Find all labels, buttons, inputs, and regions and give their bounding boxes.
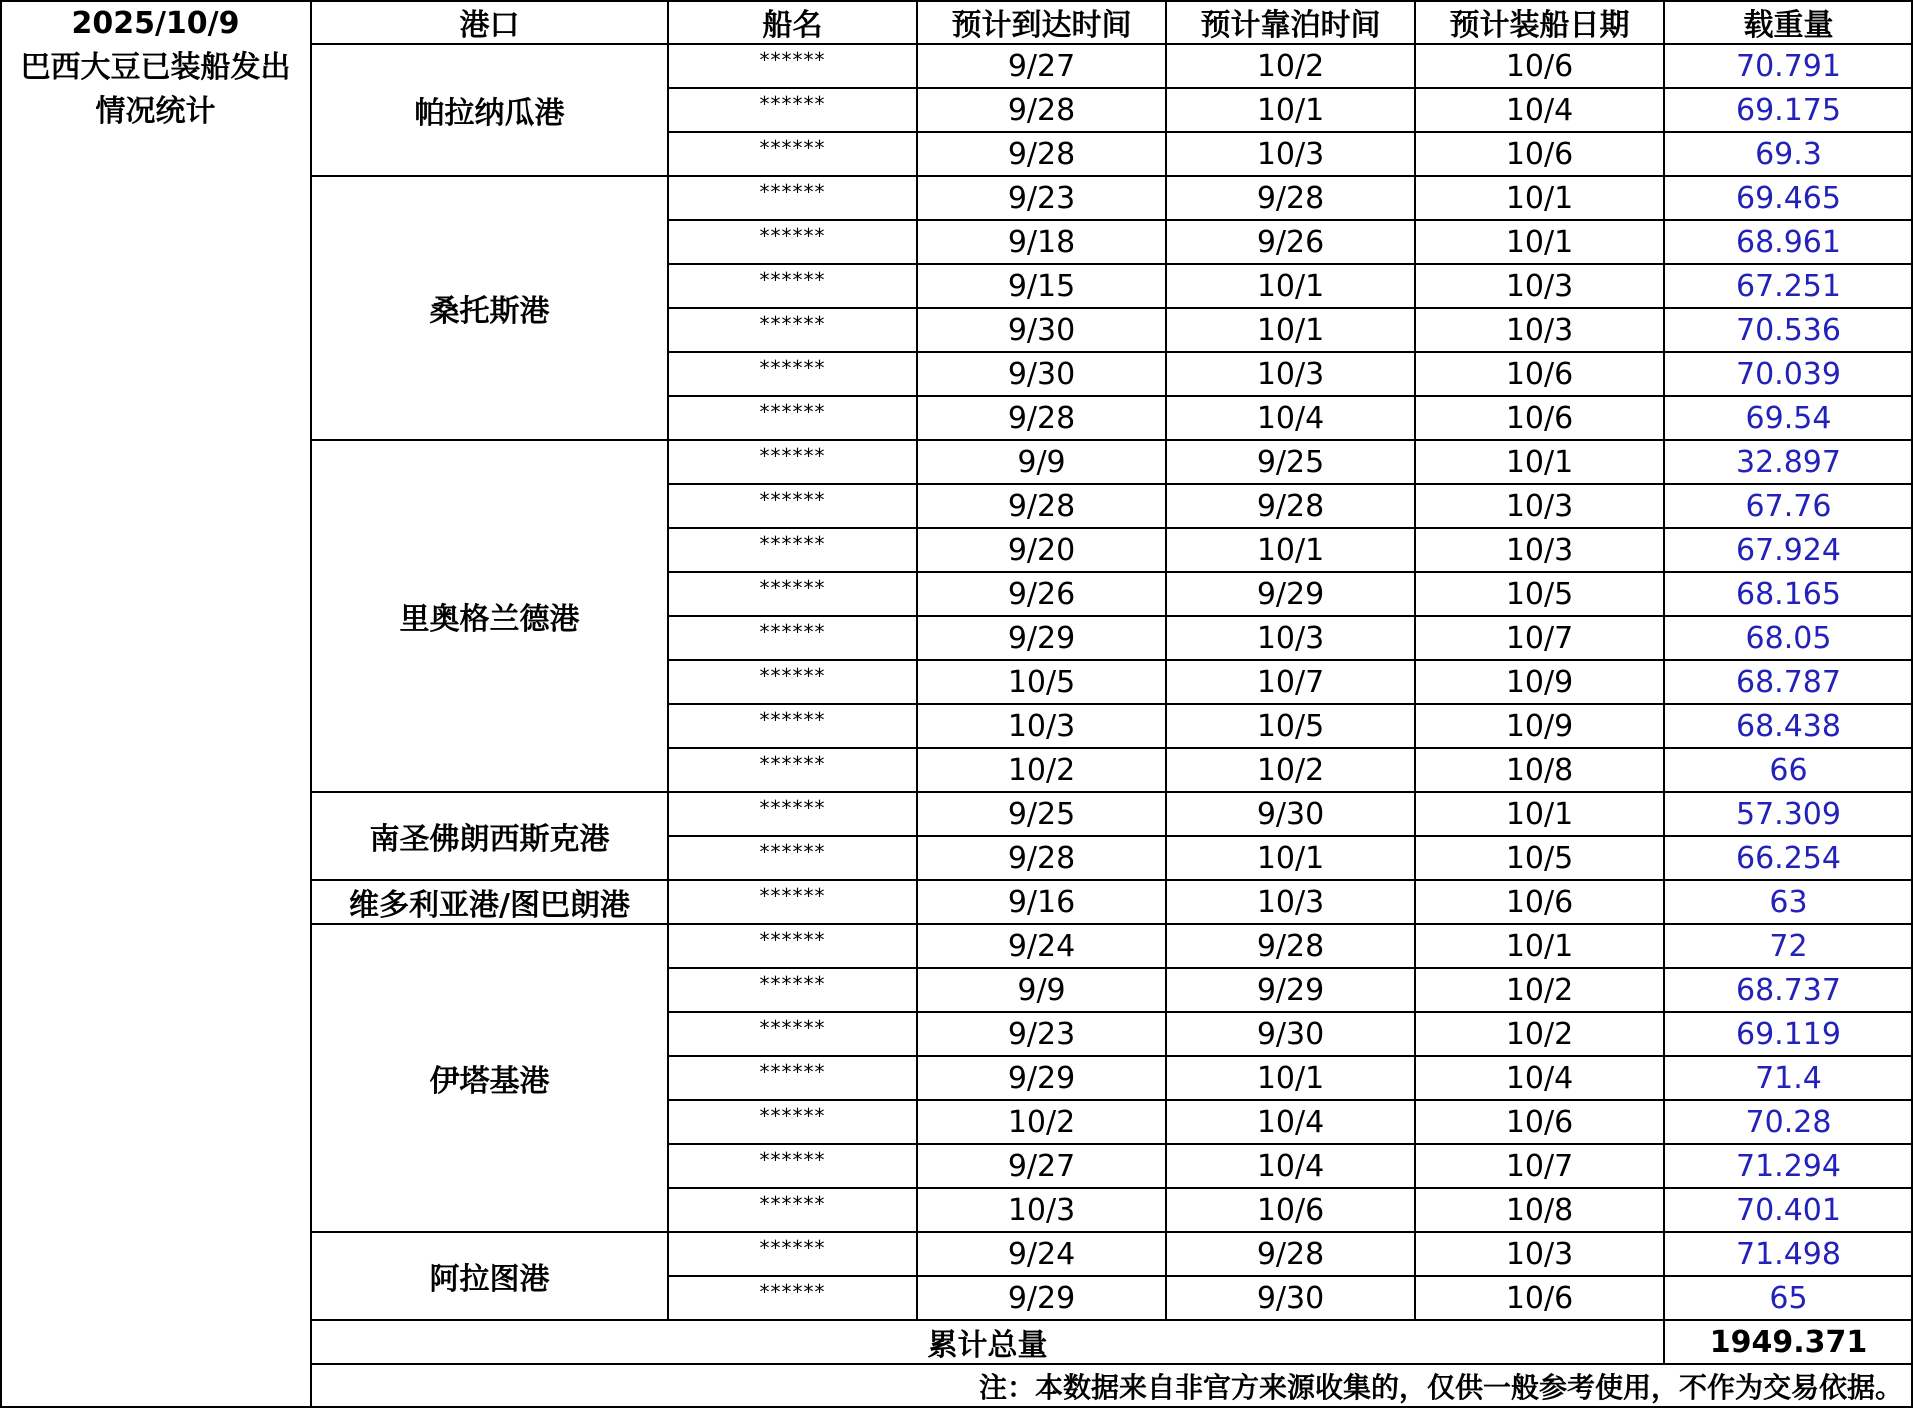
berth-date: 10/1 [1166, 88, 1415, 132]
grid-line [668, 1011, 1913, 1013]
tonnage-value: 67.924 [1664, 528, 1913, 572]
title-date: 2025/10/9 [71, 6, 240, 41]
grid-line [668, 307, 1913, 309]
total-label: 累计总量 [311, 1320, 1664, 1364]
grid-line [668, 835, 1913, 837]
arrival-date: 9/18 [917, 220, 1166, 264]
column-header: 预计装船日期 [1415, 0, 1664, 44]
tonnage-value: 68.438 [1664, 704, 1913, 748]
grid-line [1663, 1320, 1665, 1364]
port-name: 桑托斯港 [311, 176, 668, 440]
berth-date: 10/1 [1166, 308, 1415, 352]
tonnage-value: 71.4 [1664, 1056, 1913, 1100]
grid-line [310, 0, 312, 1408]
grid-line [668, 395, 1913, 397]
grid-line [668, 703, 1913, 705]
arrival-date: 9/23 [917, 1012, 1166, 1056]
grid-line [668, 571, 1913, 573]
arrival-date: 9/24 [917, 924, 1166, 968]
port-name: 帕拉纳瓜港 [311, 44, 668, 176]
ship-name: ****** [668, 968, 917, 1012]
loading-date: 10/1 [1415, 924, 1664, 968]
ship-name: ****** [668, 1188, 917, 1232]
arrival-date: 10/5 [917, 660, 1166, 704]
grid-line [311, 1319, 1913, 1321]
berth-date: 9/30 [1166, 1276, 1415, 1320]
grid-line [311, 43, 1913, 45]
total-value: 1949.371 [1664, 1320, 1913, 1364]
ship-name: ****** [668, 352, 917, 396]
grid-line [0, 0, 2, 1408]
arrival-date: 9/29 [917, 1276, 1166, 1320]
port-name: 维多利亚港/图巴朗港 [311, 880, 668, 924]
report-title [0, 0, 311, 1408]
grid-line [311, 791, 1913, 793]
ship-name: ****** [668, 264, 917, 308]
grid-line [668, 1055, 1913, 1057]
grid-line [668, 1143, 1913, 1145]
ship-name: ****** [668, 528, 917, 572]
berth-date: 9/29 [1166, 572, 1415, 616]
loading-date: 10/9 [1415, 704, 1664, 748]
loading-date: 10/3 [1415, 264, 1664, 308]
berth-date: 10/1 [1166, 1056, 1415, 1100]
loading-date: 10/4 [1415, 1056, 1664, 1100]
tonnage-value: 68.961 [1664, 220, 1913, 264]
loading-date: 10/6 [1415, 44, 1664, 88]
loading-date: 10/7 [1415, 1144, 1664, 1188]
grid-line [1165, 0, 1167, 1320]
arrival-date: 9/30 [917, 352, 1166, 396]
loading-date: 10/6 [1415, 880, 1664, 924]
berth-date: 10/7 [1166, 660, 1415, 704]
tonnage-value: 67.251 [1664, 264, 1913, 308]
berth-date: 9/30 [1166, 1012, 1415, 1056]
column-header: 船名 [668, 0, 917, 44]
tonnage-value: 68.737 [1664, 968, 1913, 1012]
column-header: 港口 [311, 0, 668, 44]
berth-date: 10/5 [1166, 704, 1415, 748]
loading-date: 10/9 [1415, 660, 1664, 704]
ship-name: ****** [668, 836, 917, 880]
loading-date: 10/5 [1415, 572, 1664, 616]
loading-date: 10/1 [1415, 792, 1664, 836]
grid-line [916, 0, 918, 1320]
tonnage-value: 71.294 [1664, 1144, 1913, 1188]
ship-name: ****** [668, 1144, 917, 1188]
title-line2: 情况统计 [95, 94, 216, 129]
berth-date: 9/29 [1166, 968, 1415, 1012]
tonnage-value: 68.05 [1664, 616, 1913, 660]
ship-name: ****** [668, 616, 917, 660]
tonnage-value: 69.175 [1664, 88, 1913, 132]
ship-name: ****** [668, 880, 917, 924]
grid-line [0, 1406, 1913, 1408]
tonnage-value: 71.498 [1664, 1232, 1913, 1276]
berth-date: 10/3 [1166, 880, 1415, 924]
grid-line [668, 527, 1913, 529]
arrival-date: 9/15 [917, 264, 1166, 308]
port-name: 伊塔基港 [311, 924, 668, 1232]
berth-date: 9/28 [1166, 176, 1415, 220]
loading-date: 10/3 [1415, 484, 1664, 528]
loading-date: 10/6 [1415, 1100, 1664, 1144]
berth-date: 10/3 [1166, 352, 1415, 396]
berth-date: 10/2 [1166, 44, 1415, 88]
ship-name: ****** [668, 1056, 917, 1100]
grid-line [668, 1275, 1913, 1277]
tonnage-value: 67.76 [1664, 484, 1913, 528]
berth-date: 10/4 [1166, 1144, 1415, 1188]
berth-date: 9/28 [1166, 1232, 1415, 1276]
berth-date: 10/1 [1166, 836, 1415, 880]
arrival-date: 9/28 [917, 836, 1166, 880]
ship-name: ****** [668, 1012, 917, 1056]
column-header: 预计靠泊时间 [1166, 0, 1415, 44]
grid-line [668, 659, 1913, 661]
loading-date: 10/1 [1415, 440, 1664, 484]
arrival-date: 9/25 [917, 792, 1166, 836]
tonnage-value: 70.791 [1664, 44, 1913, 88]
loading-date: 10/1 [1415, 220, 1664, 264]
loading-date: 10/8 [1415, 1188, 1664, 1232]
arrival-date: 9/27 [917, 44, 1166, 88]
arrival-date: 9/16 [917, 880, 1166, 924]
loading-date: 10/6 [1415, 352, 1664, 396]
port-name: 阿拉图港 [311, 1232, 668, 1320]
loading-date: 10/6 [1415, 1276, 1664, 1320]
ship-name: ****** [668, 176, 917, 220]
arrival-date: 10/3 [917, 704, 1166, 748]
ship-name: ****** [668, 704, 917, 748]
grid-line [668, 131, 1913, 133]
berth-date: 9/25 [1166, 440, 1415, 484]
loading-date: 10/6 [1415, 132, 1664, 176]
column-header: 载重量 [1664, 0, 1913, 44]
grid-line [311, 1363, 1913, 1365]
berth-date: 9/28 [1166, 924, 1415, 968]
tonnage-value: 68.787 [1664, 660, 1913, 704]
arrival-date: 9/9 [917, 440, 1166, 484]
ship-name: ****** [668, 572, 917, 616]
ship-name: ****** [668, 660, 917, 704]
grid-line [668, 351, 1913, 353]
loading-date: 10/2 [1415, 968, 1664, 1012]
loading-date: 10/2 [1415, 1012, 1664, 1056]
loading-date: 10/3 [1415, 528, 1664, 572]
berth-date: 9/28 [1166, 484, 1415, 528]
loading-date: 10/3 [1415, 1232, 1664, 1276]
tonnage-value: 70.401 [1664, 1188, 1913, 1232]
title-line1: 巴西大豆已装船发出 [20, 50, 291, 85]
grid-line [668, 1099, 1913, 1101]
arrival-date: 9/24 [917, 1232, 1166, 1276]
arrival-date: 9/9 [917, 968, 1166, 1012]
berth-date: 10/4 [1166, 396, 1415, 440]
loading-date: 10/1 [1415, 176, 1664, 220]
disclaimer-note: 注：本数据来自非官方来源收集的，仅供一般参考使用，不作为交易依据。 [311, 1364, 1913, 1408]
column-header: 预计到达时间 [917, 0, 1166, 44]
tonnage-value: 70.039 [1664, 352, 1913, 396]
tonnage-value: 69.119 [1664, 1012, 1913, 1056]
port-name: 里奥格兰德港 [311, 440, 668, 792]
grid-line [0, 0, 1913, 2]
tonnage-value: 66 [1664, 748, 1913, 792]
grid-line [311, 1231, 1913, 1233]
ship-name: ****** [668, 308, 917, 352]
berth-date: 9/26 [1166, 220, 1415, 264]
arrival-date: 9/29 [917, 616, 1166, 660]
tonnage-value: 65 [1664, 1276, 1913, 1320]
ship-name: ****** [668, 396, 917, 440]
berth-date: 10/6 [1166, 1188, 1415, 1232]
grid-line [311, 923, 1913, 925]
tonnage-value: 69.54 [1664, 396, 1913, 440]
grid-line [668, 747, 1913, 749]
arrival-date: 9/28 [917, 88, 1166, 132]
ship-name: ****** [668, 88, 917, 132]
grid-line [668, 967, 1913, 969]
grid-line [668, 615, 1913, 617]
grid-line [311, 439, 1913, 441]
tonnage-value: 72 [1664, 924, 1913, 968]
loading-date: 10/3 [1415, 308, 1664, 352]
grid-line [311, 879, 1913, 881]
grid-line [667, 0, 669, 1320]
ship-name: ****** [668, 132, 917, 176]
arrival-date: 9/29 [917, 1056, 1166, 1100]
grid-line [668, 1187, 1913, 1189]
arrival-date: 9/28 [917, 396, 1166, 440]
ship-name: ****** [668, 924, 917, 968]
ship-name: ****** [668, 484, 917, 528]
ship-name: ****** [668, 1232, 917, 1276]
ship-name: ****** [668, 1276, 917, 1320]
berth-date: 9/30 [1166, 792, 1415, 836]
ship-name: ****** [668, 44, 917, 88]
grid-line [668, 87, 1913, 89]
tonnage-value: 68.165 [1664, 572, 1913, 616]
grid-line [668, 263, 1913, 265]
arrival-date: 9/28 [917, 132, 1166, 176]
tonnage-value: 70.536 [1664, 308, 1913, 352]
arrival-date: 9/30 [917, 308, 1166, 352]
berth-date: 10/1 [1166, 264, 1415, 308]
berth-date: 10/4 [1166, 1100, 1415, 1144]
loading-date: 10/7 [1415, 616, 1664, 660]
loading-date: 10/4 [1415, 88, 1664, 132]
ship-name: ****** [668, 440, 917, 484]
tonnage-value: 32.897 [1664, 440, 1913, 484]
ship-name: ****** [668, 1100, 917, 1144]
tonnage-value: 69.3 [1664, 132, 1913, 176]
berth-date: 10/1 [1166, 528, 1415, 572]
tonnage-value: 63 [1664, 880, 1913, 924]
arrival-date: 10/2 [917, 1100, 1166, 1144]
port-name: 南圣佛朗西斯克港 [311, 792, 668, 880]
loading-date: 10/6 [1415, 396, 1664, 440]
berth-date: 10/3 [1166, 132, 1415, 176]
tonnage-value: 66.254 [1664, 836, 1913, 880]
loading-date: 10/5 [1415, 836, 1664, 880]
berth-date: 10/3 [1166, 616, 1415, 660]
tonnage-value: 69.465 [1664, 176, 1913, 220]
loading-date: 10/8 [1415, 748, 1664, 792]
ship-name: ****** [668, 748, 917, 792]
berth-date: 10/2 [1166, 748, 1415, 792]
arrival-date: 9/23 [917, 176, 1166, 220]
grid-line [668, 483, 1913, 485]
arrival-date: 9/26 [917, 572, 1166, 616]
grid-line [311, 175, 1913, 177]
ship-name: ****** [668, 220, 917, 264]
arrival-date: 9/20 [917, 528, 1166, 572]
arrival-date: 10/2 [917, 748, 1166, 792]
grid-line [1414, 0, 1416, 1320]
tonnage-value: 57.309 [1664, 792, 1913, 836]
grid-line [1663, 0, 1665, 1320]
ship-name: ****** [668, 792, 917, 836]
arrival-date: 9/27 [917, 1144, 1166, 1188]
arrival-date: 10/3 [917, 1188, 1166, 1232]
grid-line [668, 219, 1913, 221]
tonnage-value: 70.28 [1664, 1100, 1913, 1144]
arrival-date: 9/28 [917, 484, 1166, 528]
